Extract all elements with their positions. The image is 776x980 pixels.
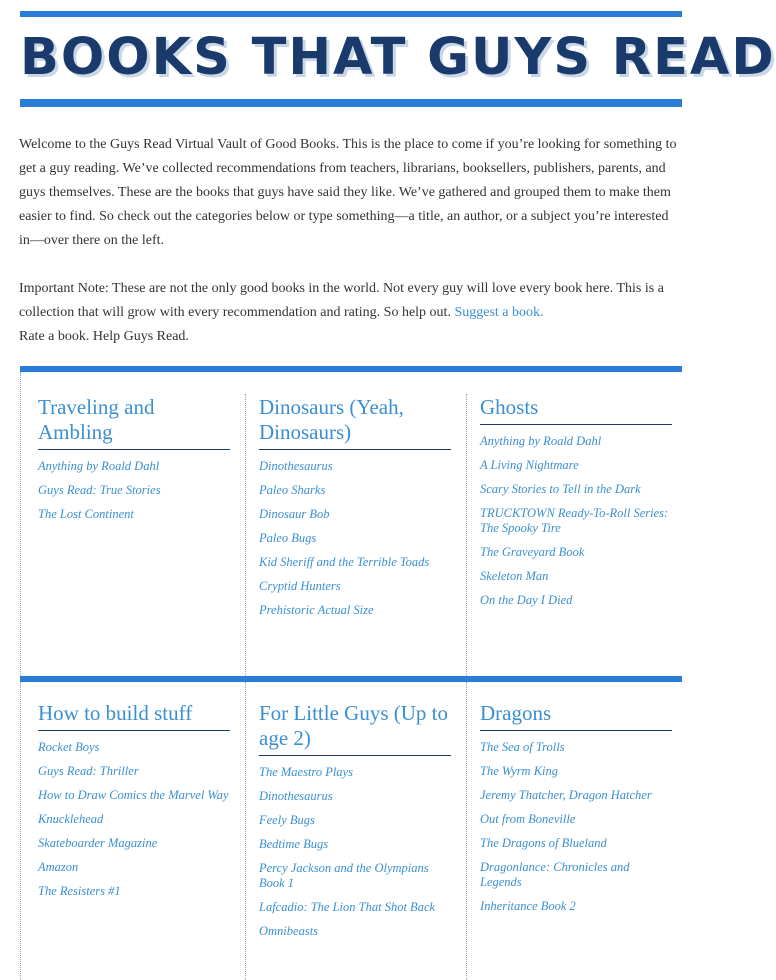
header-top-bar	[20, 11, 682, 17]
book-link[interactable]: Out from Boneville	[480, 812, 576, 826]
category-card-dinosaurs	[259, 395, 451, 627]
book-link[interactable]: The Lost Continent	[38, 507, 134, 521]
intro-paragraph: Welcome to the Guys Read Virtual Vault of Good Books. This is the place to come if you’re looking for something to get a guy reading. We’ve collected recommendations from teachers, librarians, booksellers, publishers, parents, and guys themselves. These are the books that guys have said they like. We’ve gathered and grouped them to make them easier to find. So check out the categories below or type something—a title, an author, or a subject you’re interested in—over there on the left.	[19, 137, 677, 248]
book-link[interactable]: The Dragons of Blueland	[480, 836, 607, 850]
book-list	[38, 740, 230, 899]
book-link[interactable]: Jeremy Thatcher, Dragon Hatcher	[480, 788, 652, 802]
category-card-ghosts	[480, 395, 672, 617]
book-link[interactable]: Rocket Boys	[38, 740, 100, 754]
book-list	[259, 765, 451, 939]
grid-divider	[20, 372, 21, 676]
book-link[interactable]: TRUCKTOWN Ready-To-Roll Series: The Spooky Tire	[480, 506, 669, 535]
category-title[interactable]: Ghosts	[480, 395, 672, 425]
book-link[interactable]: Guys Read: True Stories	[38, 483, 161, 497]
book-list	[38, 459, 230, 522]
intro-section	[19, 133, 679, 349]
book-link[interactable]: Scary Stories to Tell in the Dark	[480, 482, 641, 496]
book-link[interactable]: Guys Read: Thriller	[38, 764, 139, 778]
book-link[interactable]: Kid Sheriff and the Terrible Toads	[259, 555, 430, 569]
category-title[interactable]: Dragons	[480, 701, 672, 731]
book-link[interactable]: Inheritance Book 2	[480, 899, 576, 913]
book-link[interactable]: Feely Bugs	[259, 813, 315, 827]
book-link[interactable]: Knucklehead	[38, 812, 104, 826]
site-header	[20, 22, 776, 94]
book-link[interactable]: Anything by Roald Dahl	[480, 434, 602, 448]
book-link[interactable]: Omnibeasts	[259, 924, 319, 938]
category-title[interactable]: Dinosaurs (Yeah, Dinosaurs)	[259, 395, 451, 450]
book-link[interactable]: How to Draw Comics the Marvel Way	[38, 788, 229, 802]
book-link[interactable]: Amazon	[38, 860, 79, 874]
book-link[interactable]: Bedtime Bugs	[259, 837, 329, 851]
book-link[interactable]: Skeleton Man	[480, 569, 549, 583]
book-link[interactable]: Dinosaur Bob	[259, 507, 330, 521]
grid-divider	[20, 682, 21, 980]
important-note-text: Important Note: These are not the only good books in the world. Not every guy will love every book here. This is a collection that will grow with every recommendation and rating. So help out.	[19, 281, 664, 320]
grid-divider	[245, 394, 246, 676]
category-title[interactable]: Traveling and Ambling	[38, 395, 230, 450]
category-grid-middle-bar	[20, 676, 682, 682]
category-grid-top-bar	[20, 366, 682, 372]
important-note-paragraph	[19, 277, 679, 349]
book-link[interactable]: Lafcadio: The Lion That Shot Back	[259, 900, 436, 914]
book-list	[480, 434, 672, 608]
category-card-traveling	[38, 395, 230, 531]
category-card-build-stuff	[38, 701, 230, 908]
category-card-dragons	[480, 701, 672, 923]
book-list	[480, 740, 672, 914]
category-card-little-guys	[259, 701, 451, 948]
grid-divider	[245, 682, 246, 980]
book-link[interactable]: The Maestro Plays	[259, 765, 353, 779]
site-title: BOOKS THAT GUYS READ	[20, 28, 776, 87]
book-link[interactable]: On the Day I Died	[480, 593, 573, 607]
book-link[interactable]: The Resisters #1	[38, 884, 121, 898]
book-link[interactable]: Cryptid Hunters	[259, 579, 341, 593]
category-title[interactable]: For Little Guys (Up to age 2)	[259, 701, 451, 756]
rate-book-text: Rate a book. Help Guys Read.	[19, 329, 189, 344]
book-link[interactable]: Prehistoric Actual Size	[259, 603, 374, 617]
book-link[interactable]: Anything by Roald Dahl	[38, 459, 160, 473]
suggest-book-link[interactable]: Suggest a book.	[454, 305, 544, 320]
book-list	[259, 459, 451, 618]
book-link[interactable]: Dinothesaurus	[259, 459, 333, 473]
book-link[interactable]: Paleo Sharks	[259, 483, 326, 497]
grid-divider	[466, 394, 467, 676]
book-link[interactable]: The Wyrm King	[480, 764, 559, 778]
book-link[interactable]: The Graveyard Book	[480, 545, 585, 559]
header-bottom-bar	[20, 99, 682, 107]
category-title[interactable]: How to build stuff	[38, 701, 230, 731]
book-link[interactable]: Paleo Bugs	[259, 531, 317, 545]
book-link[interactable]: Percy Jackson and the Olympians Book 1	[259, 861, 429, 890]
grid-divider	[466, 682, 467, 980]
book-link[interactable]: The Sea of Trolls	[480, 740, 565, 754]
book-link[interactable]: Dinothesaurus	[259, 789, 333, 803]
book-link[interactable]: A Living Nightmare	[480, 458, 579, 472]
book-link[interactable]: Dragonlance: Chronicles and Legends	[480, 860, 630, 889]
book-link[interactable]: Skateboarder Magazine	[38, 836, 158, 850]
